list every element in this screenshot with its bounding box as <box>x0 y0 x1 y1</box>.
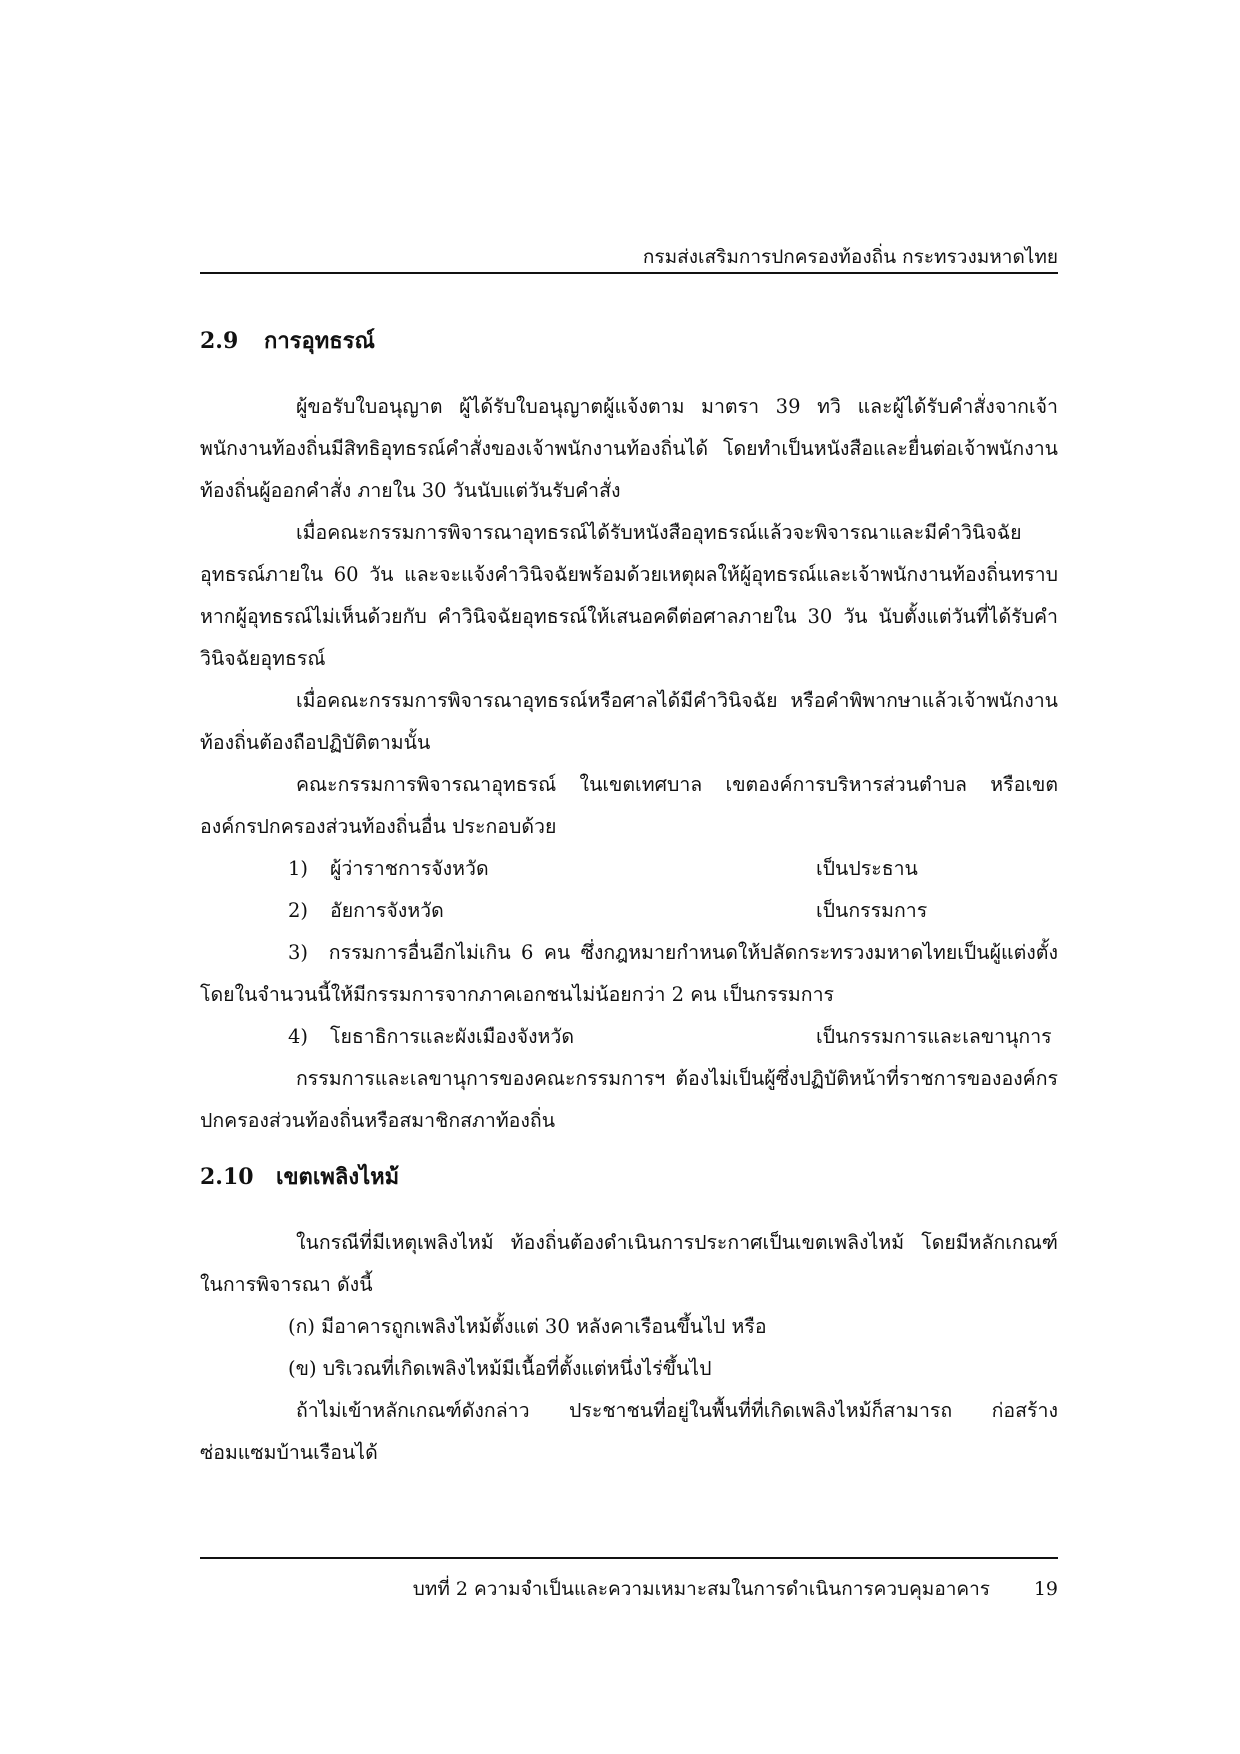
member-name: อัยการจังหวัด <box>330 899 444 922</box>
section-heading-2-9 <box>200 320 1058 362</box>
list-number: 2) <box>288 899 309 922</box>
section-number: 2.10 <box>200 1164 254 1190</box>
paragraph: ผู้ขอรับใบอนุญาต ผู้ได้รับใบอนุญาตผู้แจ้งตาม มาตรา 39 ทวิ และผู้ได้รับคำสั่งจากเจ้าพนักงานท้องถิ่นมีสิทธิอุทธรณ์คำสั่งของเจ้าพนักงานท้องถิ่นได้ โดยทำเป็นหนังสือและยื่นต่อเจ้าพนักงานท้องถิ่นผู้ออกคำสั่ง ภายใน 30 วันนับแต่วันรับคำสั่ง <box>200 395 1058 502</box>
section-title: การอุทธรณ์ <box>264 328 375 354</box>
section-title: เขตเพลิงไหม้ <box>276 1164 400 1190</box>
criteria-item: (ข) บริเวณที่เกิดเพลิงไหม้มีเนื้อที่ตั้งแต่หนึ่งไร่ขึ้นไป <box>288 1357 712 1380</box>
member-role: เป็นกรรมการ <box>816 899 928 922</box>
list-number: 3) <box>288 941 309 964</box>
member-name: ผู้ว่าราชการจังหวัด <box>330 857 489 880</box>
footer-chapter-title: บทที่ 2 ความจำเป็นและความเหมาะสมในการดำเนินการควบคุมอาคาร <box>412 1578 990 1600</box>
member-name: โยธาธิการและผังเมืองจังหวัด <box>330 1025 574 1048</box>
member-role: เป็นประธาน <box>816 857 918 880</box>
paragraph: คณะกรรมการพิจารณาอุทธรณ์ ในเขตเทศบาล เขตองค์การบริหารส่วนตำบล หรือเขตองค์กรปกครองส่วนท้องถิ่นอื่น ประกอบด้วย <box>200 773 1058 838</box>
list-number: 1) <box>288 857 309 880</box>
paragraph: ถ้าไม่เข้าหลักเกณฑ์ดังกล่าว ประชาชนที่อยู่ในพื้นที่ที่เกิดเพลิงไหม้ก็สามารถ ก่อสร้างซ่อมแซมบ้านเรือนได้ <box>200 1399 1058 1464</box>
paragraph: กรรมการและเลขานุการของคณะกรรมการฯ ต้องไม่เป็นผู้ซึ่งปฏิบัติหน้าที่ราชการขององค์กรปกครองส่วนท้องถิ่นหรือสมาชิกสภาท้องถิ่น <box>200 1067 1058 1132</box>
paragraph: เมื่อคณะกรรมการพิจารณาอุทธรณ์ได้รับหนังสืออุทธรณ์แล้วจะพิจารณาและมีคำวินิจฉัยอุทธรณ์ภายใน 60 วัน และจะแจ้งคำวินิจฉัยพร้อมด้วยเหตุผลให้ผู้อุทธรณ์และเจ้าพนักงานท้องถิ่นทราบ หากผู้อุทธรณ์ไม่เห็นด้วยกับ คำวินิจฉัยอุทธรณ์ให้เสนอคดีต่อศาลภายใน 30 วัน นับตั้งแต่วันที่ได้รับคำวินิจฉัยอุทธรณ์ <box>200 521 1058 670</box>
page-body <box>200 320 1058 1474</box>
criteria-item: (ก) มีอาคารถูกเพลิงไหม้ตั้งแต่ 30 หลังคาเรือนขึ้นไป หรือ <box>288 1315 767 1338</box>
member-name: กรรมการอื่นอีกไม่เกิน 6 คน ซึ่งกฎหมายกำหนดให้ปลัดกระทรวงมหาดไทยเป็นผู้แต่งตั้ง โดยในจำนวนนี้ให้มีกรรมการจากภาคเอกชนไม่น้อยกว่า 2 คน เป็นกรรมการ <box>200 941 1058 1006</box>
committee-member-row <box>200 848 1058 890</box>
committee-member-row <box>200 932 1058 1016</box>
member-role: เป็นกรรมการและเลขานุการ <box>816 1025 1052 1048</box>
committee-member-row <box>200 1016 1058 1058</box>
running-header: กรมส่งเสริมการปกครองท้องถิ่น กระทรวงมหาดไทย <box>642 246 1058 268</box>
paragraph: ในกรณีที่มีเหตุเพลิงไหม้ ท้องถิ่นต้องดำเนินการประกาศเป็นเขตเพลิงไหม้ โดยมีหลักเกณฑ์ในการพิจารณา ดังนี้ <box>200 1231 1058 1296</box>
section-number: 2.9 <box>200 328 239 354</box>
section-heading-2-10 <box>200 1156 1058 1198</box>
header-rule <box>200 272 1058 274</box>
page-number: 19 <box>1033 1578 1058 1600</box>
committee-member-row <box>200 890 1058 932</box>
footer-rule <box>200 1557 1058 1559</box>
paragraph: เมื่อคณะกรรมการพิจารณาอุทธรณ์หรือศาลได้มีคำวินิจฉัย หรือคำพิพากษาแล้วเจ้าพนักงานท้องถิ่นต้องถือปฏิบัติตามนั้น <box>200 689 1058 754</box>
list-number: 4) <box>288 1025 309 1048</box>
